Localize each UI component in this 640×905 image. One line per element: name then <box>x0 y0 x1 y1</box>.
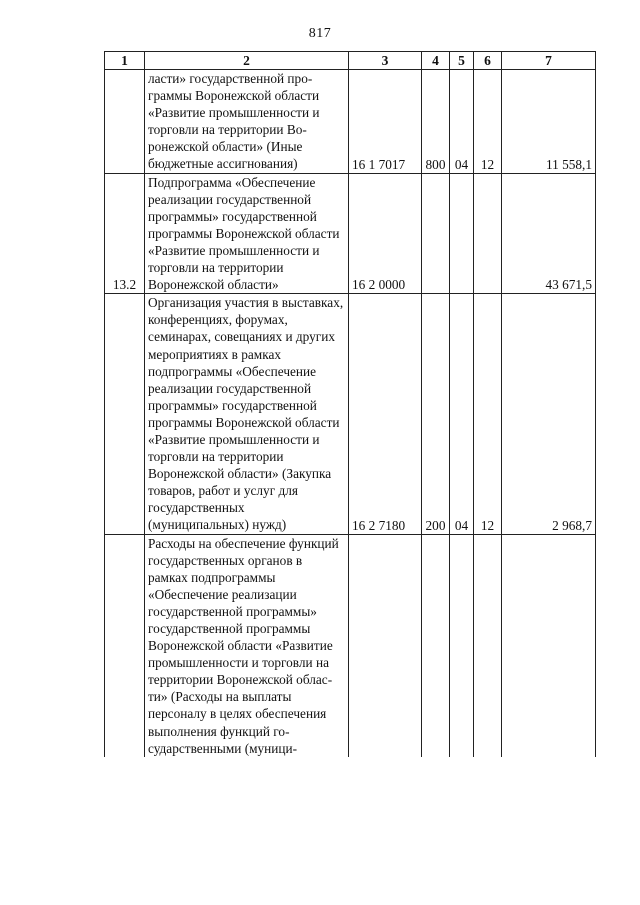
amount: 2 968,7 <box>502 294 596 534</box>
subsection-code <box>474 173 502 294</box>
table-row <box>105 70 596 174</box>
section-code: 04 <box>450 294 474 534</box>
expense-type-code: 800 <box>422 70 450 174</box>
column-header-6: 6 <box>474 52 502 70</box>
target-article-code: 16 2 0000 <box>349 173 422 294</box>
section-code <box>450 534 474 757</box>
column-header-1: 1 <box>105 52 145 70</box>
column-header-7: 7 <box>502 52 596 70</box>
column-header-4: 4 <box>422 52 450 70</box>
expense-type-code <box>422 534 450 757</box>
table-row <box>105 173 596 294</box>
budget-table <box>104 51 596 757</box>
target-article-code: 16 2 7180 <box>349 294 422 534</box>
expense-type-code: 200 <box>422 294 450 534</box>
target-article-code: 16 1 7017 <box>349 70 422 174</box>
column-header-2: 2 <box>145 52 349 70</box>
target-article-code <box>349 534 422 757</box>
row-number <box>105 70 145 174</box>
amount: 11 558,1 <box>502 70 596 174</box>
column-header-5: 5 <box>450 52 474 70</box>
expense-type-code <box>422 173 450 294</box>
subsection-code: 12 <box>474 70 502 174</box>
section-code: 04 <box>450 70 474 174</box>
table-header <box>105 52 596 70</box>
amount: 43 671,5 <box>502 173 596 294</box>
subsection-code <box>474 534 502 757</box>
row-number <box>105 294 145 534</box>
row-description: Расходы на обеспечение функций государственных органов в рамках подпрограммы «Обеспечение реализации государственной программы» государственной программы Воронежской области «Развитие промышленности и торговли на территории Воронежской области» (Расходы на выплаты персоналу в целях обеспечения выполнения функций государственными (муници- <box>145 534 349 757</box>
row-number <box>105 534 145 757</box>
header-row <box>105 52 596 70</box>
section-code <box>450 173 474 294</box>
row-description: Организация участия в выставках, конференциях, форумах, семинарах, совещаниях и других мероприятиях в рамках подпрограммы «Обеспечение реализации государственной программы» государственной программы Воронежской области «Развитие промышленности и торговли на территории Воронежской области» (Закупка товаров, работ и услуг для государственных (муниципальных) нужд) <box>145 294 349 534</box>
table-row <box>105 294 596 534</box>
page-number: 817 <box>308 26 332 41</box>
row-number: 13.2 <box>105 173 145 294</box>
amount <box>502 534 596 757</box>
column-header-3: 3 <box>349 52 422 70</box>
row-description: ласти» государственной программы Воронежской области «Развитие промышленности и торговли на территории Воронежской области» (Иные бюджетные ассигнования) <box>145 70 349 174</box>
row-description: Подпрограмма «Обеспечение реализации государственной программы» государственной программы Воронежской области «Развитие промышленности и торговли на территории Воронежской области» <box>145 173 349 294</box>
subsection-code: 12 <box>474 294 502 534</box>
table-row <box>105 534 596 757</box>
